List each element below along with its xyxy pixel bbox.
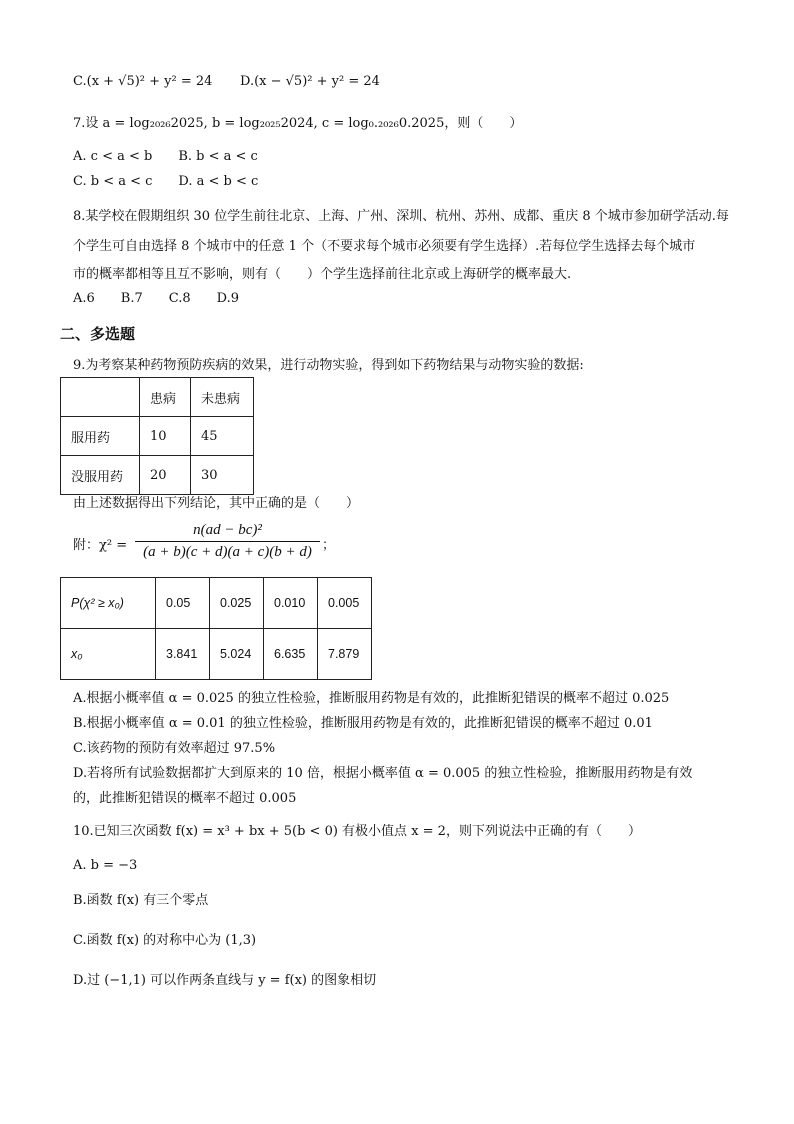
q10-option-c: C.函数 f(x) 的对称中心为 (1,3) — [73, 933, 257, 948]
table-row — [61, 417, 254, 456]
q9-option-a: A.根据小概率值 α = 0.025 的独立性检验，推断服用药物是有效的，此推断犯错误的概率不超过 0.025 — [73, 691, 670, 706]
table-cell: 20 — [140, 456, 191, 495]
q8-options: A.6 B.7 C.8 D.9 — [73, 291, 239, 306]
q9-stem: 9.为考察某种药物预防疾病的效果，进行动物实验，得到如下药物结果与动物实验的数据: — [73, 358, 584, 373]
q9-option-d-line2: 的，此推断犯错误的概率不超过 0.005 — [73, 791, 297, 806]
q6-option-d: D.(x − √5)² + y² = 24 — [240, 74, 380, 89]
table-header-cell: 未患病 — [191, 378, 254, 417]
table-cell: 0.025 — [210, 578, 264, 629]
table-cell: 10 — [140, 417, 191, 456]
formula-tail: ； — [322, 538, 336, 553]
q7-stem: 7.设 a = log₂₀₂₆2025, b = log₂₀₂₅2024, c = log₀.₂₀₂₆0.2025，则（ ） — [73, 116, 523, 131]
table-cell: 0.005 — [318, 578, 372, 629]
table-cell: P(χ² ≥ x₀) — [61, 578, 156, 629]
q10-option-b: B.函数 f(x) 有三个零点 — [73, 893, 209, 908]
table-cell: 6.635 — [264, 629, 318, 680]
table-cell: 服用药 — [61, 417, 140, 456]
q6-option-c: C.(x + √5)² + y² = 24 — [73, 74, 213, 89]
table-cell: 5.024 — [210, 629, 264, 680]
table-header-cell: 患病 — [140, 378, 191, 417]
q7-options-row2: C. b < a < c D. a < b < c — [73, 174, 259, 189]
section-title: 二、多选题 — [60, 325, 136, 343]
table-cell: 3.841 — [156, 629, 210, 680]
formula-label: 附：χ² = — [73, 538, 128, 553]
q7-options-row1: A. c < a < b B. b < a < c — [73, 149, 258, 164]
q9-option-c: C.该药物的预防有效率超过 97.5% — [73, 741, 276, 756]
table-cell: 45 — [191, 417, 254, 456]
table-row — [61, 629, 372, 680]
chi-square-formula — [135, 522, 320, 561]
table-cell: x₀ — [61, 629, 156, 680]
table-cell: 没服用药 — [61, 456, 140, 495]
table-header-cell — [61, 378, 140, 417]
critical-value-table — [60, 577, 372, 680]
formula-denominator: (a + b)(c + d)(a + c)(b + d) — [143, 544, 312, 560]
q8-line2: 个学生可自由选择 8 个城市中的任意 1 个（不要求每个城市必须要有学生选择）.若每位学生选择去每个城市 — [73, 239, 696, 254]
q10-option-d: D.过 (−1,1) 可以作两条直线与 y = f(x) 的图象相切 — [73, 973, 377, 988]
q10-option-a: A. b = −3 — [73, 858, 138, 873]
formula-numerator: n(ad − bc)² — [135, 522, 320, 542]
table-cell: 0.010 — [264, 578, 318, 629]
q10-stem: 10.已知三次函数 f(x) = x³ + bx + 5(b < 0) 有极小值点 x = 2，则下列说法中正确的有（ ） — [73, 824, 641, 839]
q9-conclusion: 由上述数据得出下列结论，其中正确的是（ ） — [73, 496, 360, 511]
q8-line1: 8.某学校在假期组织 30 位学生前往北京、上海、广州、深圳、杭州、苏州、成都、重庆 8 个城市参加研学活动.每 — [73, 209, 729, 224]
table-cell: 30 — [191, 456, 254, 495]
table-cell: 0.05 — [156, 578, 210, 629]
q9-option-b: B.根据小概率值 α = 0.01 的独立性检验，推断服用药物是有效的，此推断犯错误的概率不超过 0.01 — [73, 716, 653, 731]
table-cell: 7.879 — [318, 629, 372, 680]
contingency-table — [60, 377, 254, 495]
q8-line3: 市的概率都相等且互不影响，则有（ ）个学生选择前往北京或上海研学的概率最大. — [73, 267, 572, 282]
table-row — [61, 456, 254, 495]
table-header-row — [61, 378, 254, 417]
table-row — [61, 578, 372, 629]
q9-option-d-line1: D.若将所有试验数据都扩大到原来的 10 倍，根据小概率值 α = 0.005 的独立性检验，推断服用药物是有效 — [73, 766, 693, 781]
